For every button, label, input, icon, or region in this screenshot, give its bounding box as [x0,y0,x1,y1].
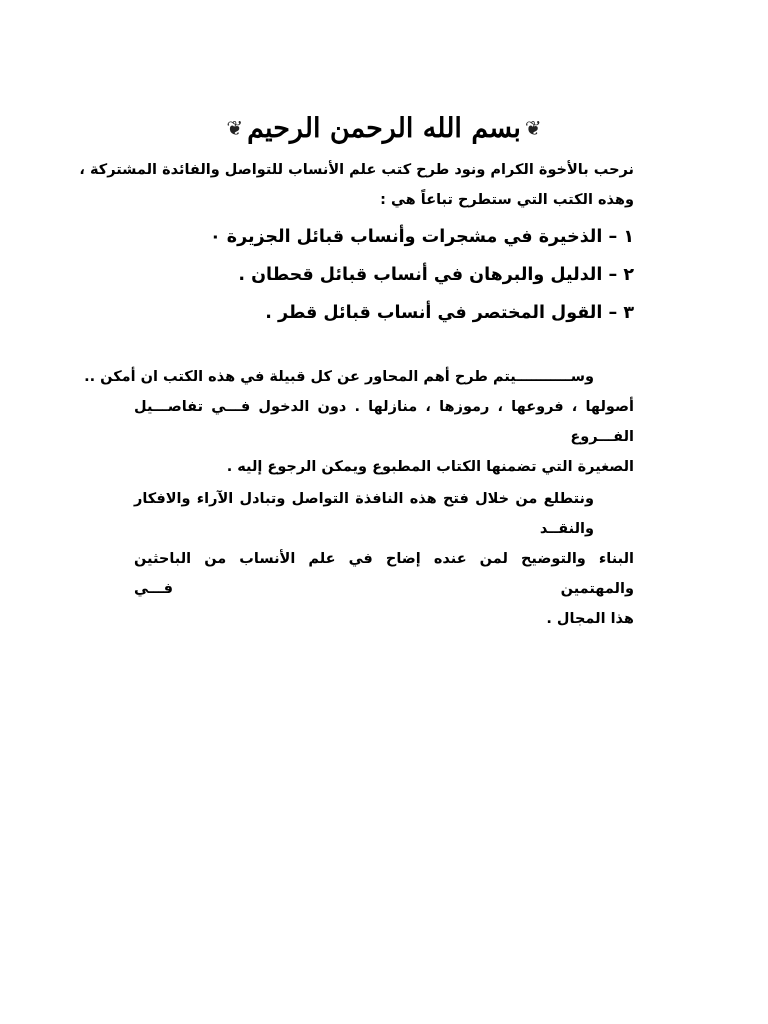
paragraph-line: ونتطلع من خلال فتح هذه النافذة التواصل وتبادل الآراء والافكار والنقــد [134,491,594,537]
intro-block [79,155,634,215]
paragraph-line: وســـــــــــيتم طرح أهم المحاور عن كل قبيلة في هذه الكتب ان أمكن .. [84,369,594,385]
flourish-ornament-icon: ❦ [226,116,244,140]
book-item: ٢ – الدليل والبرهان في أنساب قبائل قحطان . [238,265,634,285]
intro-line: نرحب بالأخوة الكرام ونود طرح كتب علم الأنساب للتواصل والفائدة المشتركة ، [79,162,634,178]
book-item: ٣ – القول المختصر في أنساب قبائل قطر . [265,303,634,323]
intro-line: وهذه الكتب التي ستطرح تباعاً هي : [380,192,634,208]
basmala-text: بسم الله الرحمن الرحيم [247,112,521,144]
flourish-ornament-icon: ❦ [524,116,542,140]
paragraph-line: الصغيرة التي تضمنها الكتاب المطبوع ويمكن الرجوع إليه . [226,459,634,475]
basmala-heading [0,100,768,156]
books-list [134,218,634,332]
paragraph-topics [84,362,634,482]
paragraph-line: هذا المجال . [546,611,634,627]
paragraph-goals [134,484,634,634]
paragraph-line: أصولها ، فروعها ، رموزها ، منازلها . دون الدخول فـــي تفاصـــيل الفـــروع [134,399,634,445]
book-item: ١ – الذخيرة في مشجرات وأنساب قبائل الجزيرة ٠ [209,227,634,247]
paragraph-line: البناء والتوضيح لمن عنده إضاح في علم الأنساب من الباحثين والمهتمين فـــي [134,551,634,597]
